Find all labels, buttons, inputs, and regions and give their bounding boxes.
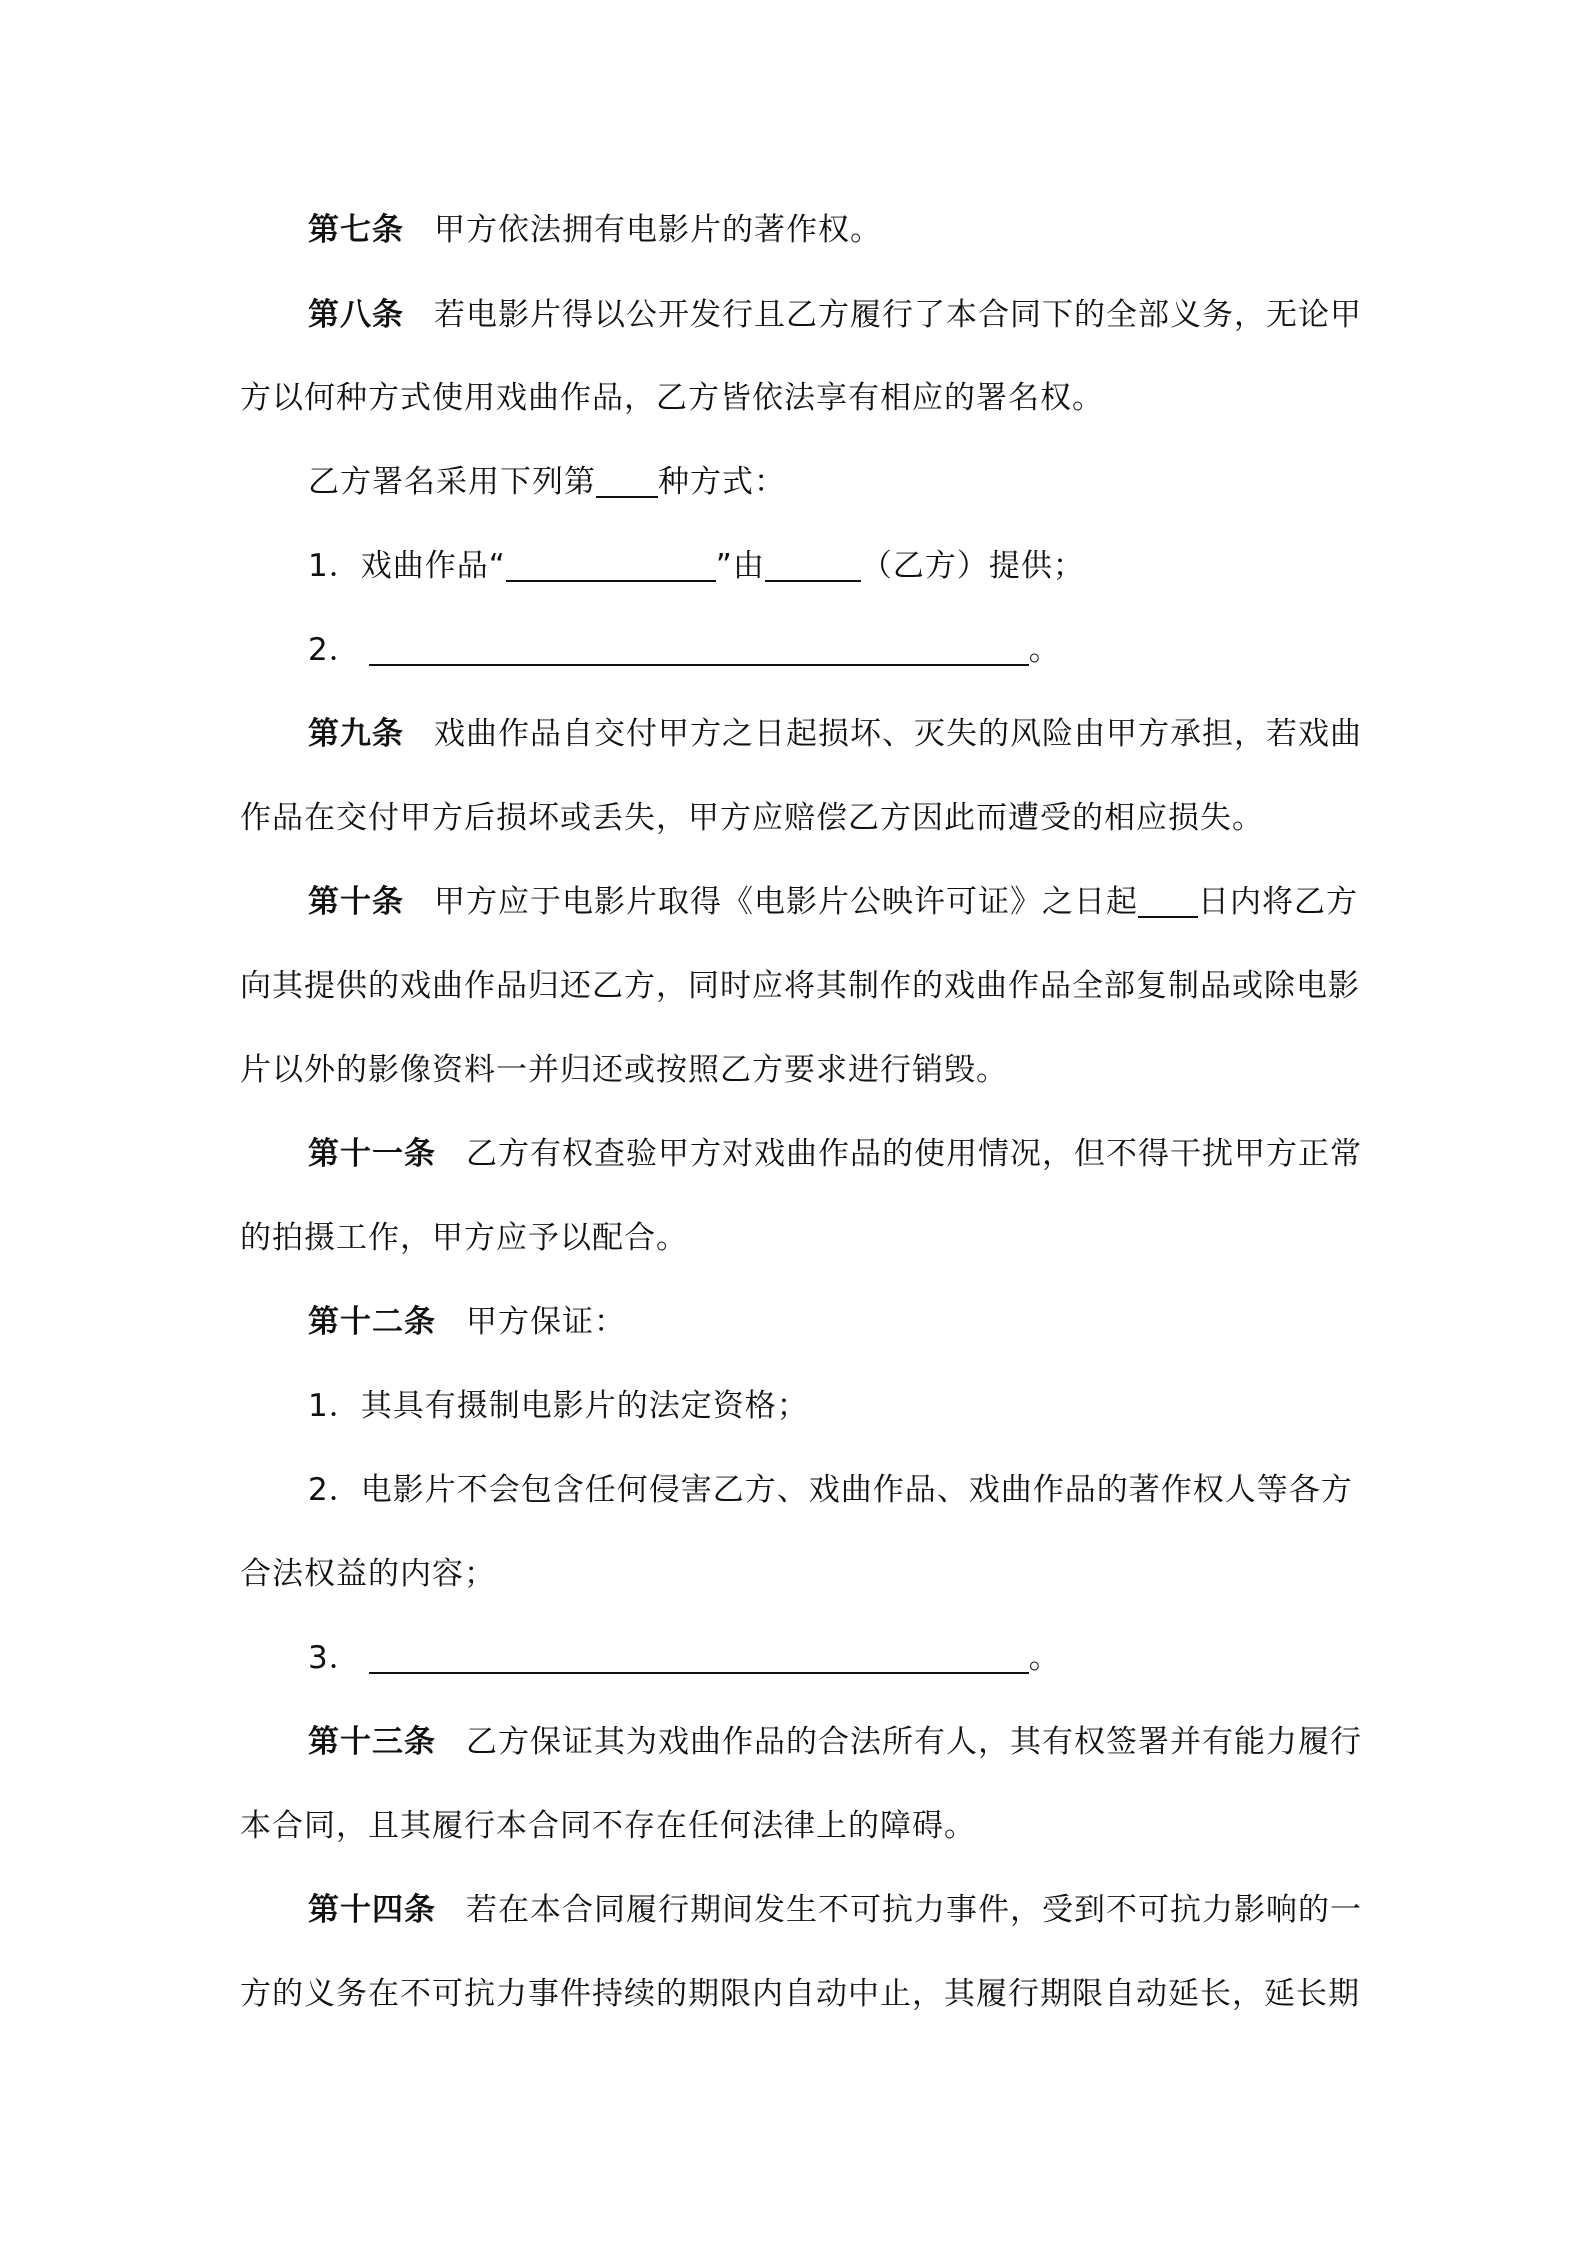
option-1-text-c: （乙方）提供； [860,548,1085,584]
article-10-line-2 [240,964,1360,1008]
article-8-text-2: 方以何种方式使用戏曲作品，乙方皆依法享有相应的署名权。 [240,380,1104,416]
article-14-title: 第十四条 [308,1892,436,1928]
article-8-text-1: 若电影片得以公开发行且乙方履行了本合同下的全部义务，无论甲 [434,297,1362,333]
article-13-text-2: 本合同，且其履行本合同不存在任何法律上的障碍。 [240,1808,976,1844]
method-number-blank[interactable] [596,464,658,498]
article-10-line-3 [240,1048,1350,1092]
article-7 [240,208,1350,252]
article-9-text-1: 戏曲作品自交付甲方之日起损坏、灭失的风险由甲方承担，若戏曲 [434,716,1362,752]
article-10-text-1b: 日内将乙方 [1198,884,1358,920]
article-9-line-2 [240,796,1350,840]
article-11-line-1 [240,1132,1362,1176]
provider-blank[interactable] [765,548,861,582]
article-12-item-1 [240,1384,1350,1428]
article-10-text-3: 片以外的影像资料一并归还或按照乙方要求进行销毁。 [240,1052,1008,1088]
article-12 [240,1300,1350,1344]
signature-method [240,460,1350,504]
signature-method-suffix: 种方式： [658,464,786,500]
article-12-item-2-text-2: 合法权益的内容； [240,1556,496,1592]
article-12-item-3 [240,1636,1350,1680]
article-12-item-2-line-2 [240,1552,1350,1596]
article-12-title: 第十二条 [308,1304,436,1340]
article-11-title: 第十一条 [308,1136,436,1172]
option-1-number: 1． [308,548,361,584]
article-11-text-1: 乙方有权查验甲方对戏曲作品的使用情况，但不得干扰甲方正常 [466,1136,1362,1172]
article-7-title: 第七条 [308,212,404,248]
article-12-item-2-text-1: 2．电影片不会包含任何侵害乙方、戏曲作品、戏曲作品的著作权人等各方 [308,1472,1353,1508]
option-1 [240,544,1350,588]
article-9-line-1 [240,712,1362,756]
article-9-text-2: 作品在交付甲方后损坏或丢失，甲方应赔偿乙方因此而遭受的相应损失。 [240,800,1264,836]
article-14-text-2: 方的义务在不可抗力事件持续的期限内自动中止，其履行期限自动延长，延长期 [240,1976,1360,2012]
article-8-line-1 [240,293,1362,337]
work-name-blank[interactable] [506,548,716,582]
article-8-line-2 [240,376,1350,420]
signature-method-text: 乙方署名采用下列第 [308,464,596,500]
article-10-text-1a: 甲方应于电影片取得《电影片公映许可证》之日起 [434,884,1138,920]
option-2-blank[interactable] [369,632,1029,666]
article-9-title: 第九条 [308,716,404,752]
article-14-text-1: 若在本合同履行期间发生不可抗力事件，受到不可抗力影响的一 [466,1892,1362,1928]
article-12-item-2-line-1 [240,1468,1353,1512]
article-13-text-1: 乙方保证其为戏曲作品的合法所有人，其有权签署并有能力履行 [466,1724,1362,1760]
article-12-item-1-text: 1．其具有摄制电影片的法定资格； [308,1388,809,1424]
article-14-line-1 [240,1888,1362,1932]
option-2-number: 2． [308,632,361,668]
article-13-line-2 [240,1804,1350,1848]
article-8-title: 第八条 [308,297,404,333]
article-12-text: 甲方保证： [466,1304,626,1340]
article-12-item-3-end: 。 [1028,1640,1061,1676]
item-3-blank[interactable] [369,1640,1029,1674]
option-1-text-b: ”由 [715,548,765,584]
option-2 [240,628,1350,672]
option-2-end: 。 [1028,632,1061,668]
article-13-title: 第十三条 [308,1724,436,1760]
article-11-line-2 [240,1216,1350,1260]
article-12-item-3-number: 3． [308,1640,361,1676]
article-11-text-2: 的拍摄工作，甲方应予以配合。 [240,1220,688,1256]
article-10-title: 第十条 [308,884,404,920]
article-14-line-2 [240,1972,1360,2016]
article-7-text: 甲方依法拥有电影片的著作权。 [434,212,882,248]
days-blank[interactable] [1138,884,1198,918]
article-10-text-2: 向其提供的戏曲作品归还乙方，同时应将其制作的戏曲作品全部复制品或除电影 [240,968,1360,1004]
article-10-line-1 [240,880,1358,924]
article-13-line-1 [240,1720,1362,1764]
option-1-text-a: 戏曲作品“ [360,548,506,584]
